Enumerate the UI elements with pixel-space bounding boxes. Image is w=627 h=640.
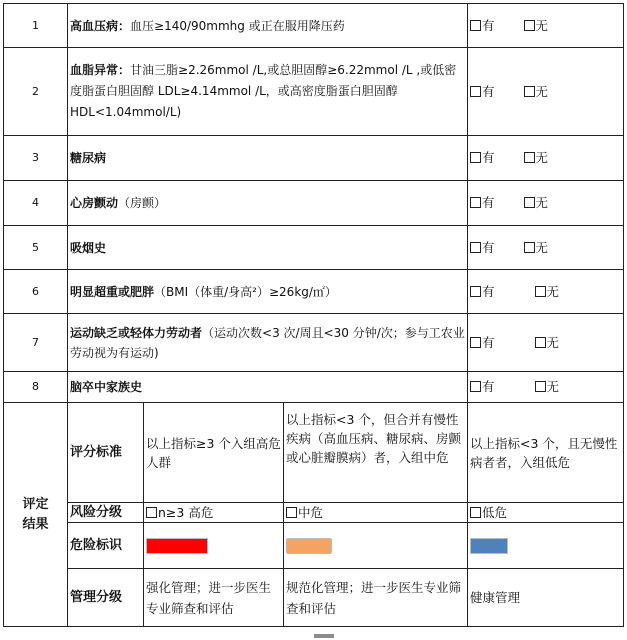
- table-row: [4, 48, 624, 136]
- yes-checkbox[interactable]: [470, 242, 481, 253]
- criteria-medium: 以上指标<3 个，但合并有慢性疾病（高血压病、糖尿病、房颤或心脏瓣膜病）者，入组中危: [284, 403, 468, 503]
- yes-label: 有: [482, 83, 495, 99]
- evaluation-title-line-1: 评定: [22, 496, 49, 512]
- risk-marker-high: [144, 523, 284, 569]
- no-checkbox[interactable]: [524, 86, 535, 97]
- risk-item-label: 心房颤动: [70, 196, 119, 210]
- answer-options: [468, 181, 624, 226]
- high-risk-label: n≥3 高危: [158, 505, 214, 520]
- table-row: [4, 372, 624, 403]
- yes-checkbox[interactable]: [470, 286, 481, 297]
- risk-grade-low: [468, 503, 624, 523]
- yes-checkbox[interactable]: [470, 152, 481, 163]
- yes-checkbox[interactable]: [470, 20, 481, 31]
- yes-label: 有: [482, 195, 495, 210]
- no-checkbox[interactable]: [524, 20, 535, 31]
- table-row: [4, 270, 624, 314]
- risk-grade-high: [144, 503, 284, 523]
- row-number: 1: [4, 4, 68, 48]
- no-label: 无: [546, 283, 560, 299]
- risk-assessment-page: [3, 3, 623, 627]
- yes-checkbox[interactable]: [470, 337, 481, 348]
- row-number: 8: [4, 372, 68, 403]
- risk-item-label: 脑卒中家族史: [70, 380, 143, 394]
- risk-marker-row: [4, 523, 624, 569]
- risk-grade-row: [4, 503, 624, 523]
- risk-item: [68, 270, 468, 314]
- risk-grade-label: 风险分级: [68, 503, 144, 523]
- risk-item-detail: （房颤）: [118, 196, 167, 210]
- evaluation-title-line-2: 结果: [22, 516, 49, 532]
- table-row: [4, 226, 624, 270]
- answer-options: [468, 372, 624, 403]
- criteria-high: 以上指标≥3 个入组高危人群: [144, 403, 284, 503]
- criteria-low: 以上指标<3 个，且无慢性病者者，入组低危: [468, 403, 624, 503]
- answer-options: [468, 48, 624, 136]
- risk-item: [68, 226, 468, 270]
- answer-options: [468, 136, 624, 181]
- risk-item-detail: （运动次数<3 次/周且<30 分钟/次；参与工农业劳动视为有运动): [70, 325, 465, 360]
- orange-marker-swatch: [286, 538, 332, 554]
- risk-marker-label: 危险标识: [68, 523, 144, 569]
- yes-label: 有: [482, 379, 495, 394]
- risk-item: [68, 181, 468, 226]
- evaluation-title: [4, 403, 68, 627]
- row-number: 2: [4, 48, 68, 136]
- low-risk-checkbox[interactable]: [470, 507, 481, 518]
- yes-checkbox[interactable]: [470, 381, 481, 392]
- risk-item: [68, 48, 468, 136]
- risk-item-label: 吸烟史: [70, 240, 107, 255]
- no-label: 无: [546, 334, 560, 350]
- blue-marker-swatch: [470, 538, 508, 554]
- management-high: 强化管理；进一步医生专业筛查和评估: [144, 569, 284, 627]
- management-medium: 规范化管理；进一步医生专业筛查和评估: [284, 569, 468, 627]
- yes-label: 有: [482, 239, 495, 255]
- yes-label: 有: [482, 17, 495, 33]
- risk-item: [68, 314, 468, 372]
- risk-marker-medium: [284, 523, 468, 569]
- yes-label: 有: [482, 283, 495, 299]
- no-checkbox[interactable]: [535, 381, 546, 392]
- evaluation-criteria-row: [4, 403, 624, 503]
- answer-options: [468, 314, 624, 372]
- criteria-label: 评分标准: [68, 403, 144, 503]
- table-row: [4, 181, 624, 226]
- no-checkbox[interactable]: [524, 242, 535, 253]
- risk-item-label: 高血压病：: [70, 18, 131, 33]
- risk-item-detail: 甘油三脂≥2.26mmol /L,或总胆固醇≥6.22mmol /L ,或低密度脂蛋白胆固醇 LDL≥4.14mmol /L，或高密度脂蛋白胆固醇 HDL<1.04mmol/L): [70, 63, 457, 119]
- risk-item-label: 明显超重或肥胖: [70, 284, 155, 299]
- no-checkbox[interactable]: [535, 286, 546, 297]
- answer-options: [468, 226, 624, 270]
- risk-item: [68, 136, 468, 181]
- table-row: [4, 314, 624, 372]
- management-label: 管理分级: [68, 569, 144, 627]
- low-risk-label: 低危: [482, 505, 508, 520]
- risk-factor-table: [3, 3, 624, 627]
- risk-item-label: 糖尿病: [70, 151, 107, 165]
- yes-label: 有: [482, 150, 495, 165]
- no-label: 无: [535, 17, 549, 33]
- no-checkbox[interactable]: [524, 197, 535, 208]
- no-label: 无: [535, 239, 549, 255]
- risk-grade-medium: [284, 503, 468, 523]
- management-row: [4, 569, 624, 627]
- red-marker-swatch: [146, 538, 208, 554]
- row-number: 7: [4, 314, 68, 372]
- yes-label: 有: [482, 334, 495, 350]
- medium-risk-label: 中危: [298, 505, 324, 520]
- row-number: 5: [4, 226, 68, 270]
- row-number: 3: [4, 136, 68, 181]
- page-edge-marker: [314, 634, 334, 638]
- yes-checkbox[interactable]: [470, 197, 481, 208]
- risk-item-label: 运动缺乏或轻体力劳动者: [70, 325, 203, 340]
- answer-options: [468, 4, 624, 48]
- answer-options: [468, 270, 624, 314]
- risk-item-detail: （BMI（体重/身高²）≥26kg/㎡）: [154, 284, 337, 299]
- medium-risk-checkbox[interactable]: [286, 507, 297, 518]
- table-row: [4, 4, 624, 48]
- management-low: 健康管理: [468, 569, 624, 627]
- risk-item-detail: 血压≥140/90mmhg 或正在服用降压药: [130, 18, 345, 33]
- risk-marker-low: [468, 523, 624, 569]
- yes-checkbox[interactable]: [470, 86, 481, 97]
- table-row: [4, 136, 624, 181]
- risk-item: [68, 372, 468, 403]
- no-label: 无: [546, 379, 560, 394]
- no-checkbox[interactable]: [524, 152, 535, 163]
- risk-item-label: 血脂异常：: [70, 63, 131, 77]
- row-number: 4: [4, 181, 68, 226]
- no-label: 无: [535, 195, 549, 210]
- no-checkbox[interactable]: [535, 337, 546, 348]
- high-risk-checkbox[interactable]: [146, 507, 157, 518]
- no-label: 无: [535, 150, 549, 165]
- row-number: 6: [4, 270, 68, 314]
- no-label: 无: [535, 83, 549, 99]
- risk-item: [68, 4, 468, 48]
